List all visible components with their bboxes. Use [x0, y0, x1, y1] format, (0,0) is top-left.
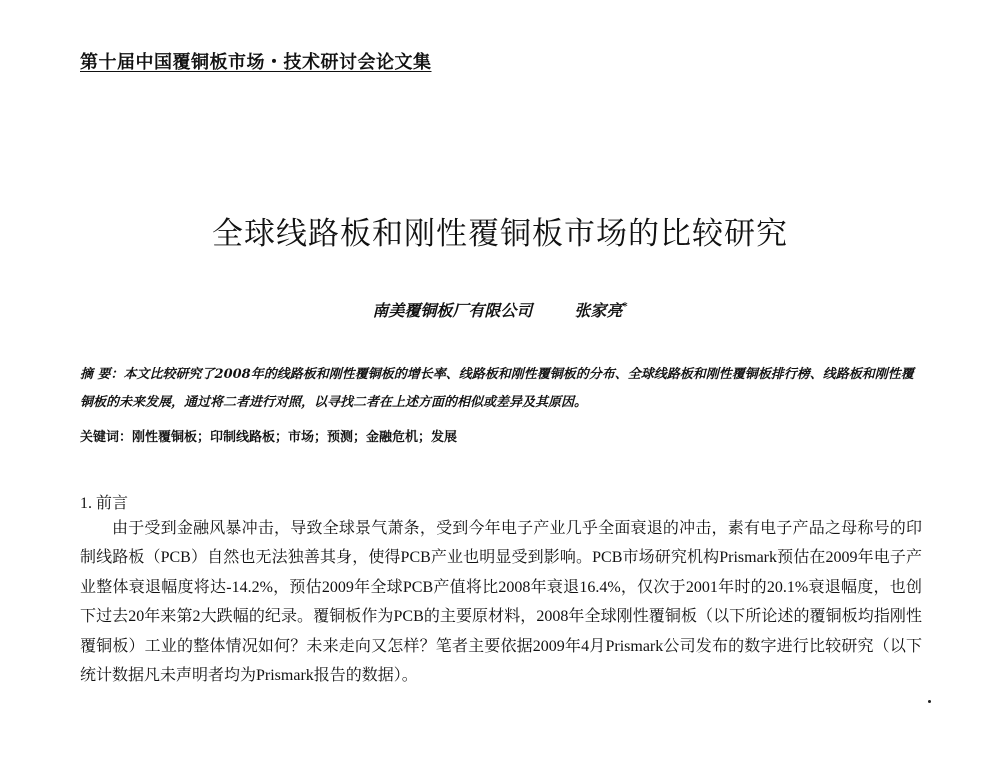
scan-mark — [928, 700, 931, 703]
byline — [0, 298, 1000, 321]
abstract-label: 摘 要： — [80, 367, 124, 382]
abstract-text: 本文比较研究了2008年的线路板和刚性覆铜板的增长率、线路板和刚性覆铜板的分布、全球线路板和刚性覆铜板排行榜、线路板和刚性覆铜板的未来发展，通过将二者进行对照，以寻找二者在上述方面的相似或差异及其原因。 — [80, 367, 914, 410]
body-paragraph: 由于受到金融风暴冲击，导致全球景气萧条，受到今年电子产业几乎全面衰退的冲击，素有电子产品之母称号的印制线路板（PCB）自然也无法独善其身，使得PCB产业也明显受到影响。PCB市场研究机构Prismark预估在2009年电子产业整体衰退幅度将达-14.2%，预估2009年全球PCB产值将比2008年衰退16.4%，仅次于2001年时的20.1%衰退幅度，也创下过去20年来第2大跌幅的纪录。覆铜板作为PCB的主要原材料，2008年全球刚性覆铜板（以下所论述的覆铜板均指刚性覆铜板）工业的整体情况如何？未来走向又怎样？笔者主要依据2009年4月Prismark公司发布的数字进行比较研究（以下统计数据凡未声明者均为Prismark报告的数据）。 — [80, 520, 922, 685]
keywords-text: 刚性覆铜板；印制线路板；市场；预测；金融危机；发展 — [132, 430, 458, 445]
author-name: 张家亮 — [574, 301, 623, 320]
section-heading: 1. 前言 — [80, 495, 129, 512]
paper-title: 全球线路板和刚性覆铜板市场的比较研究 — [212, 216, 788, 252]
affiliation: 南美覆铜板厂有限公司 — [372, 301, 533, 320]
keywords — [80, 426, 920, 445]
keywords-label: 关键词： — [80, 430, 133, 445]
abstract — [80, 361, 920, 417]
running-head: 第十届中国覆铜板市场・技术研讨会论文集 — [80, 52, 432, 73]
author-footnote-mark: * — [622, 301, 628, 313]
